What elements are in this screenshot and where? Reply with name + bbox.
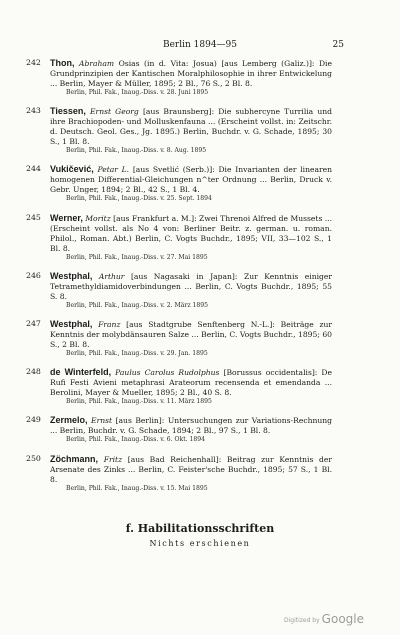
citation-text: [aus Frankfurt a. M.]: Zwei Threnoi Alfred de Mussets ... (Erscheint vollst. als No 4 von: Berliner Beitr. z. german. u. roman. Philol., Roman. Abt.) Berlin, C. Vogts Buchdr., 1895; VII, 33—102 S., 1 Bl. 8. <box>50 213 333 253</box>
entry-citation <box>50 271 332 302</box>
author-surname: Werner, <box>50 212 83 223</box>
citation-text: [aus Nagasaki in Japan]: Zur Kenntnis einiger Tetramethyldiamidoverbindungen ... Berlin, C. Vogts Buchdr., 1895; 55 S. 8. <box>50 271 332 301</box>
citation-text: [aus Stadtgrube Senftenberg N.-L.]: Beiträge zur Kenntnis der molybdänsauren Salze ... Berlin, C. Vogts Buchdr., 1895; 60 S., 2 Bl. 8. <box>50 319 332 349</box>
entry-citation <box>50 454 332 485</box>
watermark-prefix: Digitized by <box>283 617 320 624</box>
author-surname: Thon, <box>50 58 75 68</box>
watermark-brand: Google <box>321 612 364 626</box>
author-given-names: Ernst <box>91 416 113 426</box>
author-surname: Westphal, <box>50 318 93 329</box>
author-surname: Zöchmann, <box>50 453 99 464</box>
citation-text: [Borussus occidentalis]: De Rufi Festi Avieni metaphrasi Arateorum recensenda et emendanda ... Berolini, Mayer & Mueller, 1895; 2 Bl., 40 S. 8. <box>50 368 332 398</box>
header-title: Berlin 1894—95 <box>162 40 237 50</box>
section-note: Nichts erschienen <box>149 539 251 548</box>
entry-number: 246 <box>26 270 41 280</box>
running-header <box>0 40 400 54</box>
dissertation-note: Berlin, Phil. Fak., Inaug.-Diss. v. 28. Juni 1895 <box>66 89 209 96</box>
dissertation-note: Berlin, Phil. Fak., Inaug.-Diss. v. 6. Okt. 1894 <box>66 436 206 444</box>
dissertation-note: Berlin, Phil. Fak., Inaug.-Diss. v. 29. Jan. 1895 <box>66 349 208 357</box>
entry-number: 245 <box>26 212 41 222</box>
dissertation-note: Berlin, Phil. Fak., Inaug.-Diss. v. 25. Sept. 1894 <box>66 195 212 203</box>
entry-citation <box>50 164 332 195</box>
entry-citation <box>50 367 332 398</box>
author-given-names: Fritz <box>103 454 123 464</box>
dissertation-list <box>26 58 332 502</box>
entry-number: 242 <box>26 58 41 67</box>
entry-number: 243 <box>26 106 41 116</box>
entry-number: 248 <box>26 367 41 377</box>
entry-number: 250 <box>26 453 41 463</box>
author-surname: Tiessen, <box>50 106 86 117</box>
list-item <box>26 367 332 407</box>
author-surname: Vukičević, <box>50 164 94 175</box>
list-item <box>26 415 332 445</box>
list-item <box>26 164 332 204</box>
entry-citation <box>50 106 332 147</box>
dissertation-note: Berlin, Phil. Fak., Inaug.-Diss. v. 15. Mai 1895 <box>66 484 208 492</box>
list-item <box>26 213 332 263</box>
author-given-names: Arthur <box>98 271 125 281</box>
entry-citation <box>50 58 332 89</box>
citation-text: [aus Bad Reichenhall]: Beitrag zur Kenntnis der Arsenate des Zinks ... Berlin, C. Feister'sche Buchdr., 1895; 57 S., 1 Bl. 8. <box>50 454 333 484</box>
author-given-names: Petar L. <box>97 165 130 175</box>
author-surname: Westphal, <box>50 270 93 281</box>
author-surname: de Winterfeld, <box>50 367 112 378</box>
entry-citation <box>50 319 332 350</box>
citation-text: [aus Svetlić (Serb.)]: Die Invarianten der linearen homogenen Differential-Gleichungen n^ter Ordnung ... Berlin, Druck v. Gebr. Unger, 1894; 2 Bl., 42 S., 1 Bl. 4. <box>50 165 333 195</box>
author-surname: Zermelo, <box>50 415 88 426</box>
entry-citation <box>50 213 332 254</box>
list-item <box>26 454 332 494</box>
list-item <box>26 271 332 311</box>
entry-number: 244 <box>26 164 41 174</box>
citation-text: Osias (in d. Vita: Josua) [aus Lemberg (Galiz.)]: Die Grundprinzipien der Kantischen Moralphilosophie in ihrer Entwickelung ... Berlin, Mayer & Müller, 1895; 2 Bl., 76 S., 2 Bl. 8. <box>50 59 332 88</box>
author-given-names: Ernst Georg <box>90 107 139 117</box>
list-item <box>26 319 332 359</box>
entry-number: 247 <box>26 318 41 328</box>
entry-number: 249 <box>26 415 41 425</box>
list-item <box>26 58 332 98</box>
entry-citation <box>50 415 332 436</box>
citation-text: [aus Braunsberg]: Die subhercyne Turrilia und ihre Brachiopoden- und Molluskenfauna ... (Erscheint vollst. in: Zeitschr. d. Deutsch. Geol. Ges., Jg. 1895.) Berlin, Buchdr. v. G. Schade, 1895; 30 S., 1 Bl. 8. <box>50 107 332 147</box>
author-given-names: Moritz <box>85 213 111 223</box>
author-given-names: Paulus Carolus Rudolphus <box>115 368 220 378</box>
dissertation-note: Berlin, Phil. Fak., Inaug.-Diss. v. 11. März 1895 <box>66 398 212 406</box>
citation-text: [aus Berlin]: Untersuchungen zur Variations-Rechnung ... Berlin, Buchdr. v. G. Schade, 1894; 2 Bl., 97 S., 1 Bl. 8. <box>50 416 332 436</box>
list-item <box>26 106 332 156</box>
dissertation-note: Berlin, Phil. Fak., Inaug.-Diss. v. 8. Aug. 1895 <box>66 147 207 155</box>
author-given-names: Franz <box>98 319 121 329</box>
page-number: 25 <box>332 40 344 50</box>
digitization-watermark <box>284 608 364 627</box>
dissertation-note: Berlin, Phil. Fak., Inaug.-Diss. v. 27. Mai 1895 <box>66 253 208 261</box>
dissertation-note: Berlin, Phil. Fak., Inaug.-Diss. v. 2. März 1895 <box>66 301 208 309</box>
section-heading: f. Habilitationsschriften <box>125 522 275 535</box>
author-given-names: Abraham <box>78 59 115 68</box>
